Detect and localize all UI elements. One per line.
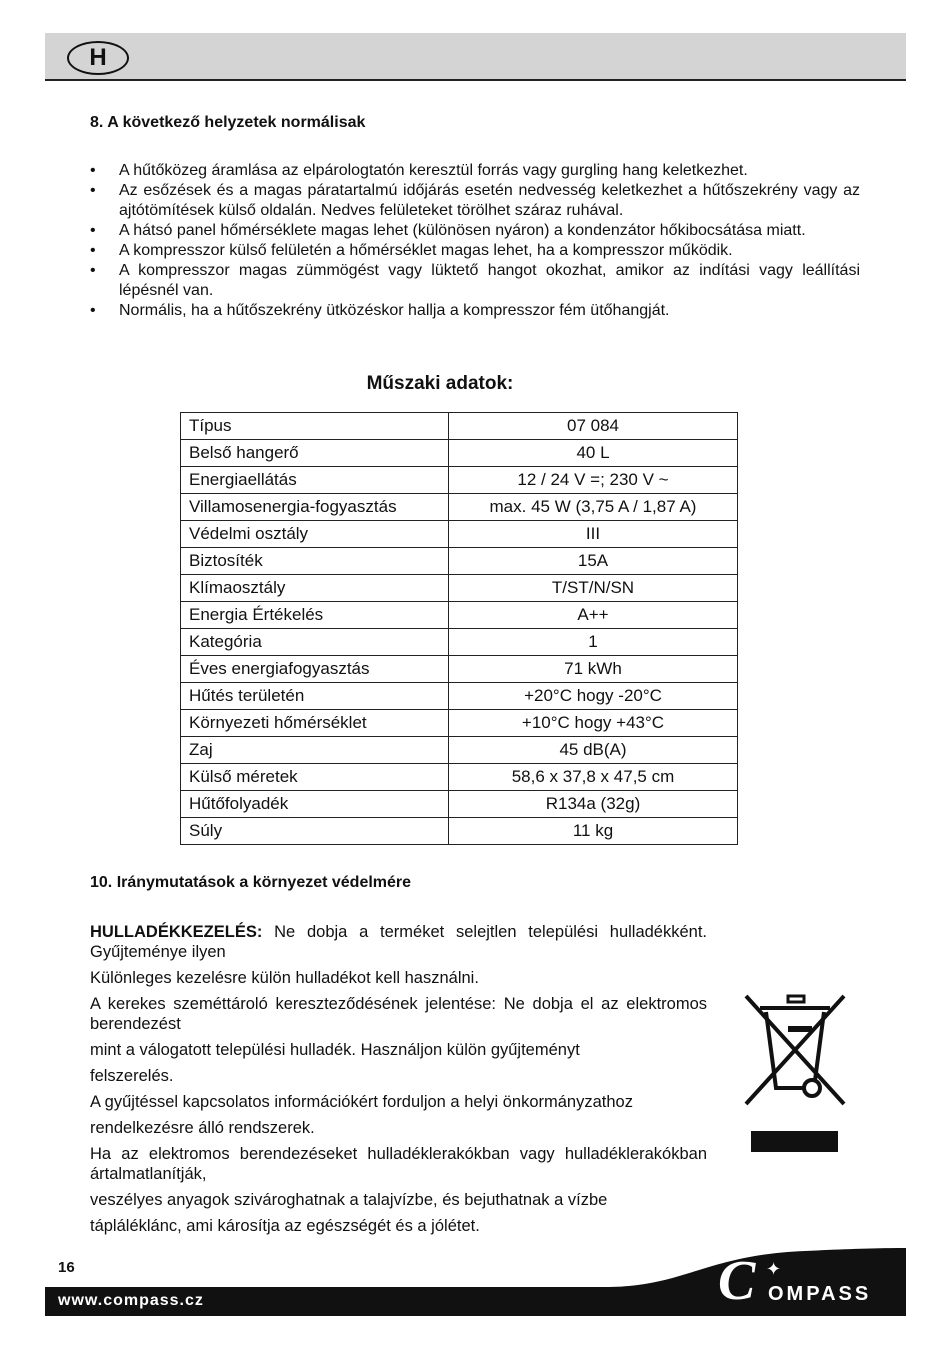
table-row bbox=[181, 494, 738, 521]
list-item: • A hűtőközeg áramlása az elpárologtatón keresztül forrás vagy gurgling hang keletkezhet. bbox=[90, 161, 860, 181]
logo-text: OMPASS bbox=[768, 1283, 872, 1305]
table-row bbox=[181, 791, 738, 818]
env-paragraph: tápláléklánc, ami károsítja az egészségét és a jólétet. bbox=[90, 1217, 480, 1235]
table-row bbox=[181, 764, 738, 791]
env-paragraph: felszerelés. bbox=[90, 1067, 174, 1085]
spec-value: A++ bbox=[449, 602, 738, 629]
header-bar bbox=[45, 33, 906, 81]
crossed-bin-icon bbox=[740, 990, 850, 1115]
specs-title: Műszaki adatok: bbox=[366, 373, 514, 394]
spec-value: 12 / 24 V =; 230 V ~ bbox=[449, 467, 738, 494]
spec-value: 11 kg bbox=[449, 818, 738, 845]
spec-label: Zaj bbox=[181, 737, 449, 764]
section-10-heading: 10. Iránymutatások a környezet védelmére bbox=[90, 874, 412, 891]
table-row bbox=[181, 575, 738, 602]
table-row bbox=[181, 440, 738, 467]
table-row bbox=[181, 521, 738, 548]
spec-label: Éves energiafogyasztás bbox=[181, 656, 449, 683]
section-8-heading: 8. A következő helyzetek normálisak bbox=[90, 114, 366, 131]
language-badge: H bbox=[67, 41, 129, 75]
list-item: • A hátsó panel hőmérséklete magas lehet (különösen nyáron) a kondenzátor hőkibocsátása miatt. bbox=[90, 221, 860, 241]
star-icon: ✦ bbox=[766, 1259, 782, 1279]
spec-value: max. 45 W (3,75 A / 1,87 A) bbox=[449, 494, 738, 521]
table-row bbox=[181, 629, 738, 656]
waste-lead-bold: HULLADÉKKEZELÉS: bbox=[90, 923, 263, 941]
waste-lead-paragraph bbox=[90, 922, 707, 962]
spec-value: +10°C hogy +43°C bbox=[449, 710, 738, 737]
spec-value: 40 L bbox=[449, 440, 738, 467]
spec-label: Hűtőfolyadék bbox=[181, 791, 449, 818]
spec-label: Hűtés területén bbox=[181, 683, 449, 710]
website-link[interactable]: www.compass.cz bbox=[58, 1292, 204, 1309]
env-paragraph: Ha az elektromos berendezéseket hulladéklerakókban vagy hulladéklerakókban ártalmatlanítják, bbox=[90, 1145, 707, 1183]
spec-label: Külső méretek bbox=[181, 764, 449, 791]
env-paragraph: Különleges kezelésre külön hulladékot kell használni. bbox=[90, 969, 479, 987]
environment-text bbox=[90, 922, 707, 1242]
table-row bbox=[181, 710, 738, 737]
spec-value: T/ST/N/SN bbox=[449, 575, 738, 602]
table-row bbox=[181, 683, 738, 710]
table-row bbox=[181, 656, 738, 683]
spec-value: 45 dB(A) bbox=[449, 737, 738, 764]
spec-label: Súly bbox=[181, 818, 449, 845]
list-item: • Az esőzések és a magas páratartalmú időjárás esetén nedvesség keletkezhet a hűtőszekrény vagy az ajtótömítések külső oldalán. Nedves felületeket törölhet száraz ruhával. bbox=[90, 181, 860, 221]
spec-label: Klímaosztály bbox=[181, 575, 449, 602]
spec-label: Biztosíték bbox=[181, 548, 449, 575]
weee-bar bbox=[751, 1131, 838, 1152]
spec-label: Belső hangerő bbox=[181, 440, 449, 467]
table-row bbox=[181, 548, 738, 575]
table-row bbox=[181, 737, 738, 764]
page-number: 16 bbox=[58, 1259, 75, 1276]
spec-value: 07 084 bbox=[449, 413, 738, 440]
spec-label: Energia Értékelés bbox=[181, 602, 449, 629]
table-row bbox=[181, 413, 738, 440]
table-row bbox=[181, 818, 738, 845]
compass-logo bbox=[716, 1250, 892, 1312]
env-paragraph: mint a válogatott települési hulladék. Használjon külön gyűjteményt bbox=[90, 1041, 580, 1059]
spec-label: Energiaellátás bbox=[181, 467, 449, 494]
specs-table bbox=[180, 412, 738, 845]
spec-value: +20°C hogy -20°C bbox=[449, 683, 738, 710]
waste-lead-rest: Ne dobja a terméket selejtlen települési hulladékként. Gyűjteménye ilyen bbox=[90, 923, 707, 961]
list-item: • A kompresszor magas zümmögést vagy lüktető hangot okozhat, amikor az indítási vagy leállítási lépésnél van. bbox=[90, 261, 860, 301]
table-row bbox=[181, 602, 738, 629]
spec-value: 15A bbox=[449, 548, 738, 575]
spec-label: Környezeti hőmérséklet bbox=[181, 710, 449, 737]
logo-initial: C bbox=[718, 1250, 756, 1312]
spec-value: 71 kWh bbox=[449, 656, 738, 683]
spec-label: Típus bbox=[181, 413, 449, 440]
spec-value: 1 bbox=[449, 629, 738, 656]
spec-value: III bbox=[449, 521, 738, 548]
spec-value: 58,6 x 37,8 x 47,5 cm bbox=[449, 764, 738, 791]
spec-label: Védelmi osztály bbox=[181, 521, 449, 548]
spec-label: Villamosenergia-fogyasztás bbox=[181, 494, 449, 521]
env-paragraph: A gyűjtéssel kapcsolatos információkért forduljon a helyi önkormányzathoz bbox=[90, 1093, 633, 1111]
env-paragraph: rendelkezésre álló rendszerek. bbox=[90, 1119, 315, 1137]
list-item: • Normális, ha a hűtőszekrény ütközéskor hallja a kompresszor fém ütőhangját. bbox=[90, 301, 860, 321]
env-paragraph: veszélyes anyagok szivároghatnak a talajvízbe, és bejuthatnak a vízbe bbox=[90, 1191, 608, 1209]
spec-label: Kategória bbox=[181, 629, 449, 656]
env-paragraph: A kerekes szeméttároló kereszteződésének jelentése: Ne dobja el az elektromos berendezést bbox=[90, 995, 707, 1033]
spec-value: R134a (32g) bbox=[449, 791, 738, 818]
list-item: • A kompresszor külső felületén a hőmérséklet magas lehet, ha a kompresszor működik. bbox=[90, 241, 860, 261]
table-row bbox=[181, 467, 738, 494]
normal-situations-list bbox=[90, 161, 860, 321]
